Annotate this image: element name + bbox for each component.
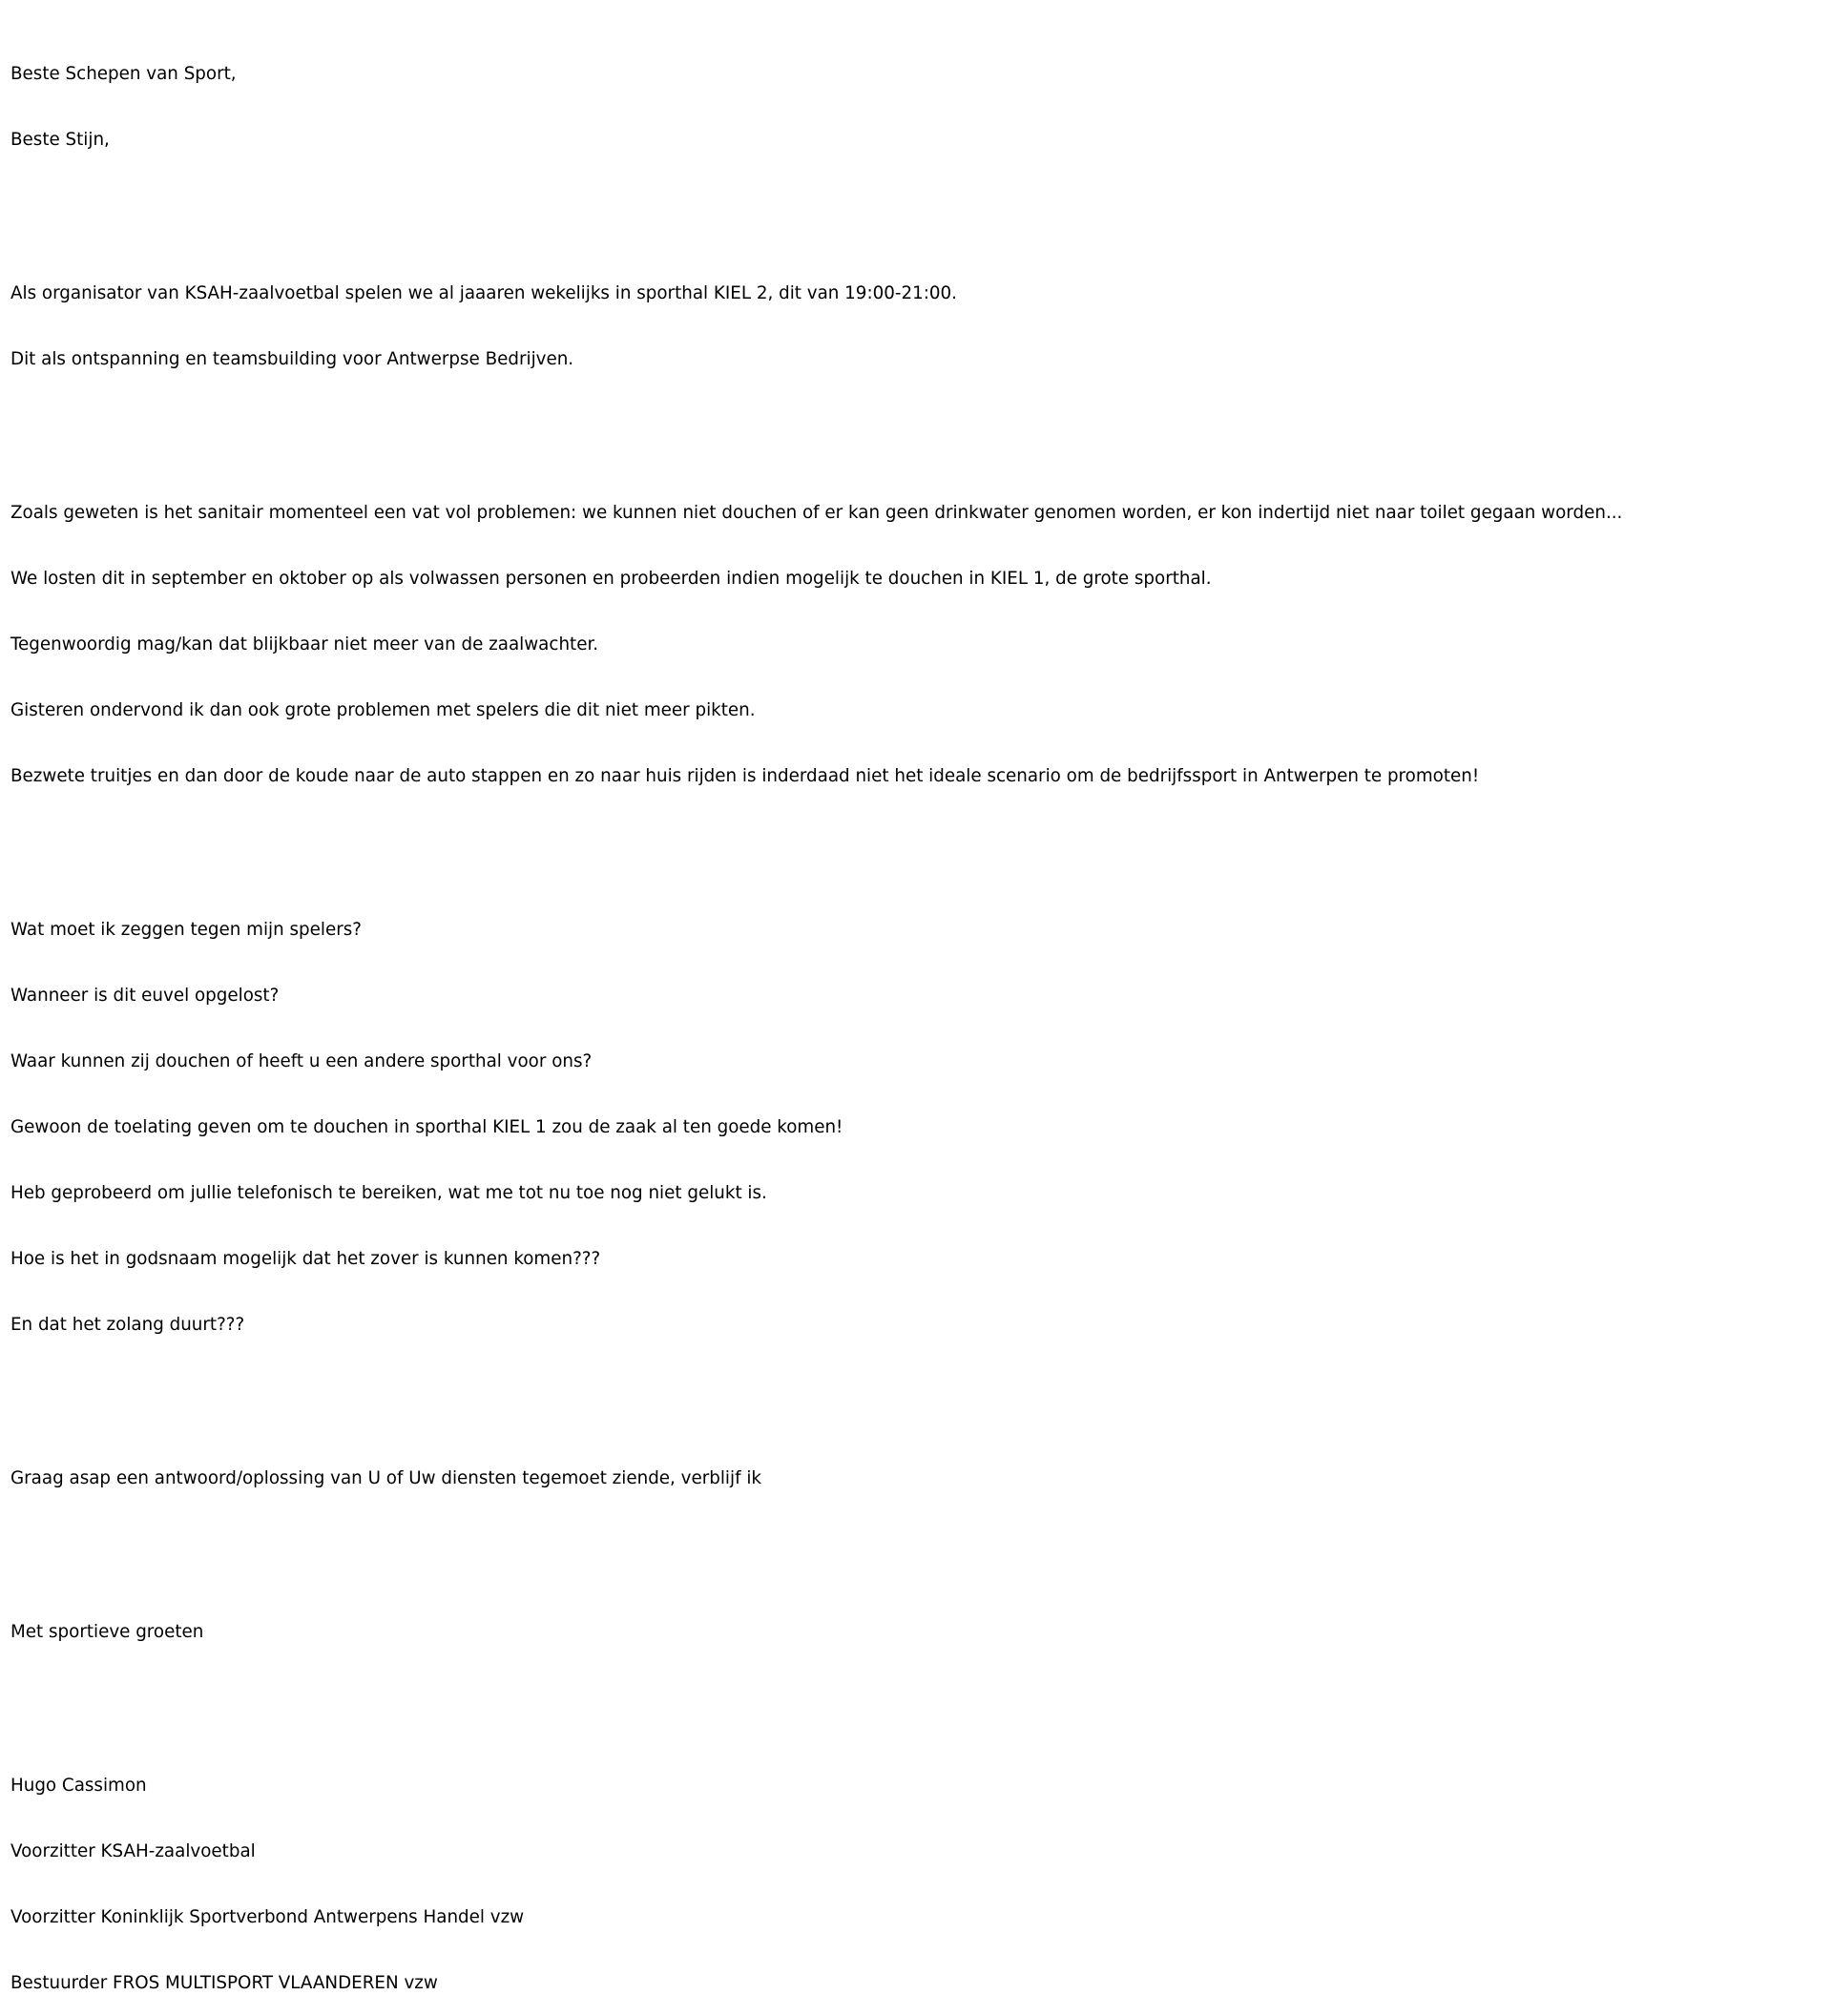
problem-line: Tegenwoordig mag/kan dat blijkbaar niet meer van de zaalwachter. <box>10 634 599 655</box>
question-line: Gewoon de toelating geven om te douchen in sporthal KIEL 1 zou de zaak al ten goede komen! <box>10 1117 843 1137</box>
problem-line: We losten dit in september en oktober op als volwassen personen en probeerden indien mogelijk te douchen in KIEL 1, de grote sporthal. <box>10 569 1212 589</box>
closing-line: Met sportieve groeten <box>10 1622 204 1642</box>
question-line: Wanneer is dit euvel opgelost? <box>10 986 280 1006</box>
problem-line: Zoals geweten is het sanitair momenteel een vat vol problemen: we kunnen niet douchen of er kan geen drinkwater genomen worden, er kon indertijd niet naar toilet gegaan worden... <box>10 503 1623 523</box>
intro-line: Als organisator van KSAH-zaalvoetbal spelen we al jaaaren wekelijks in sporthal KIEL 2, dit van 19:00-21:00. <box>10 283 957 303</box>
problem-line: Bezwete truitjes en dan door de koude naar de auto stappen en zo naar huis rijden is inderdaad niet het ideale scenario om de bedrijfssport in Antwerpen te promoten! <box>10 766 1480 786</box>
paragraph-gap <box>10 1533 1622 1555</box>
signature-title: Bestuurder FROS MULTISPORT VLAANDEREN vzw <box>10 1973 438 1993</box>
greeting-line: Beste Schepen van Sport, <box>10 64 237 84</box>
greeting-line: Beste Stijn, <box>10 130 110 150</box>
email-body <box>10 19 1622 2016</box>
paragraph-gap <box>10 831 1622 853</box>
question-line: Wat moet ik zeggen tegen mijn spelers? <box>10 920 362 940</box>
signature-title: Voorzitter Koninklijk Sportverbond Antwerpens Handel vzw <box>10 1907 525 1927</box>
question-line: Hoe is het in godsnaam mogelijk dat het zover is kunnen komen??? <box>10 1249 601 1269</box>
question-line: Heb geprobeerd om jullie telefonisch te bereiken, wat me tot nu toe nog niet gelukt is. <box>10 1183 767 1203</box>
signature-title: Voorzitter KSAH-zaalvoetbal <box>10 1841 256 1861</box>
request-line: Graag asap een antwoord/oplossing van U of Uw diensten tegemoet ziende, verblijf ik <box>10 1468 762 1488</box>
question-line: En dat het zolang duurt??? <box>10 1315 245 1335</box>
paragraph-gap <box>10 414 1622 436</box>
paragraph-gap <box>10 195 1622 217</box>
paragraph-gap <box>10 1687 1622 1709</box>
intro-line: Dit als ontspanning en teamsbuilding voor Antwerpse Bedrijven. <box>10 349 574 369</box>
question-line: Waar kunnen zij douchen of heeft u een andere sporthal voor ons? <box>10 1051 593 1071</box>
paragraph-gap <box>10 1380 1622 1402</box>
signature-name: Hugo Cassimon <box>10 1776 147 1796</box>
problem-line: Gisteren ondervond ik dan ook grote problemen met spelers die dit niet meer pikten. <box>10 700 756 720</box>
